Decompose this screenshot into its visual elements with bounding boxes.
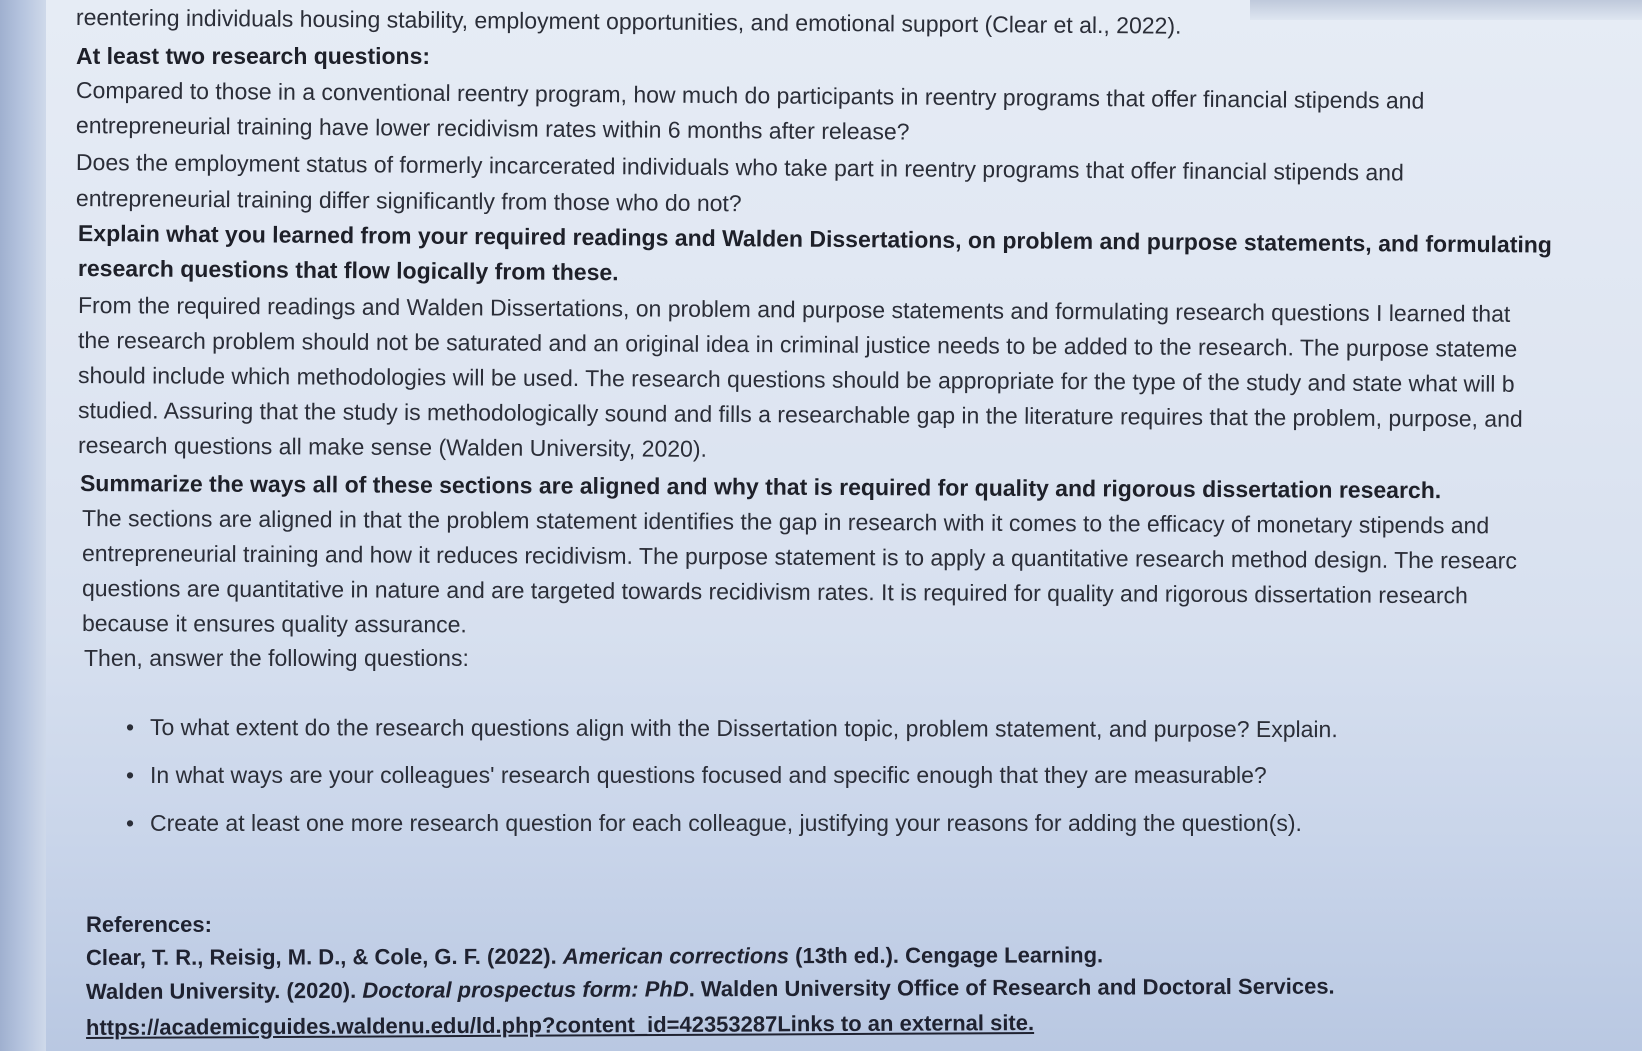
- rq1-line-2: entrepreneurial training have lower recidivism rates within 6 months after release?: [75, 112, 910, 145]
- reference-2-title: Doctoral prospectus form: PhD: [362, 976, 689, 1003]
- heading-summarize: Summarize the ways all of these sections are aligned and why that is required for quality and rigorous dissertation research.: [79, 470, 1442, 504]
- bullet-text: Create at least one more research question for each colleague, justifying your reasons for adding the question(s).: [150, 810, 1302, 836]
- reference-link-row: [86, 1008, 1034, 1043]
- heading-explain-line-2: research questions that flow logically from these.: [77, 255, 619, 286]
- bullet-dot-icon: •: [125, 714, 135, 741]
- intro-line: reentering individuals housing stability, employment opportunities, and emotional support (Clear et al., 2022).: [75, 4, 1182, 39]
- heading-research-questions: At least two research questions:: [76, 43, 431, 69]
- explain-body-line-4: studied. Assuring that the study is methodologically sound and fills a researchable gap in the literature requires that the problem, purpose, and: [77, 397, 1523, 432]
- explain-body-line-3: should include which methodologies will be used. The research questions should be appropriate for the type of the study and state what will b: [77, 362, 1515, 397]
- bullet-dot-icon: •: [126, 762, 135, 788]
- summarize-body-line-4: because it ensures quality assurance.: [81, 610, 467, 638]
- summarize-body-line-2: entrepreneurial training and how it reduces recidivism. The purpose statement is to apply a quantitative research method design. The researc: [81, 540, 1517, 574]
- bullet-item-1: [126, 712, 1338, 744]
- reference-1-title: American corrections: [562, 943, 790, 969]
- bullet-item-3: [126, 808, 1302, 838]
- reference-1: [86, 940, 1103, 973]
- bullet-text: To what extent do the research questions align with the Dissertation topic, problem statement, and purpose? Explain.: [149, 714, 1338, 743]
- heading-explain-line-1: Explain what you learned from your required readings and Walden Dissertations, on problem and purpose statements, and formulating: [77, 220, 1553, 258]
- rq1-line-1: Compared to those in a conventional reentry program, how much do participants in reentry programs that offer financial stipends and: [75, 77, 1425, 114]
- references-heading: References:: [86, 912, 212, 937]
- explain-body-line-1: From the required readings and Walden Dissertations, on problem and purpose statements and formulating research questions I learned that: [77, 292, 1511, 327]
- reference-2: [86, 972, 1335, 1007]
- reference-2-authors: Walden University. (2020).: [85, 977, 363, 1004]
- summarize-body-line-3: questions are quantitative in nature and are targeted towards recidivism rates. It is required for quality and rigorous dissertation research: [81, 575, 1468, 609]
- explain-body-line-2: the research problem should not be saturated and an original idea in criminal justice needs to be added to the research. The purpose stateme: [77, 327, 1518, 362]
- bullet-dot-icon: •: [126, 810, 135, 836]
- reference-1-rest: (13th ed.). Cengage Learning.: [788, 942, 1104, 969]
- rq2-line-2: entrepreneurial training differ significantly from those who do not?: [75, 185, 742, 217]
- reference-external-link[interactable]: https://academicguides.waldenu.edu/ld.php?content_id=42353287Links to an external site.: [85, 1010, 1035, 1040]
- then-answer-line: Then, answer the following questions:: [84, 645, 469, 671]
- bullet-text: In what ways are your colleagues' research questions focused and specific enough that they are measurable?: [150, 762, 1267, 788]
- bullet-item-2: [126, 760, 1267, 790]
- rq2-line-1: Does the employment status of formerly incarcerated individuals who take part in reentry programs that offer financial stipends and: [75, 149, 1404, 186]
- reference-1-authors: Clear, T. R., Reisig, M. D., & Cole, G. F. (2022).: [85, 943, 563, 970]
- reference-2-rest: . Walden University Office of Research and Doctoral Services.: [688, 973, 1335, 1002]
- summarize-body-line-1: The sections are aligned in that the problem statement identifies the gap in research with it comes to the efficacy of monetary stipends and: [81, 505, 1490, 539]
- explain-body-line-5: research questions all make sense (Walden University, 2020).: [77, 432, 708, 462]
